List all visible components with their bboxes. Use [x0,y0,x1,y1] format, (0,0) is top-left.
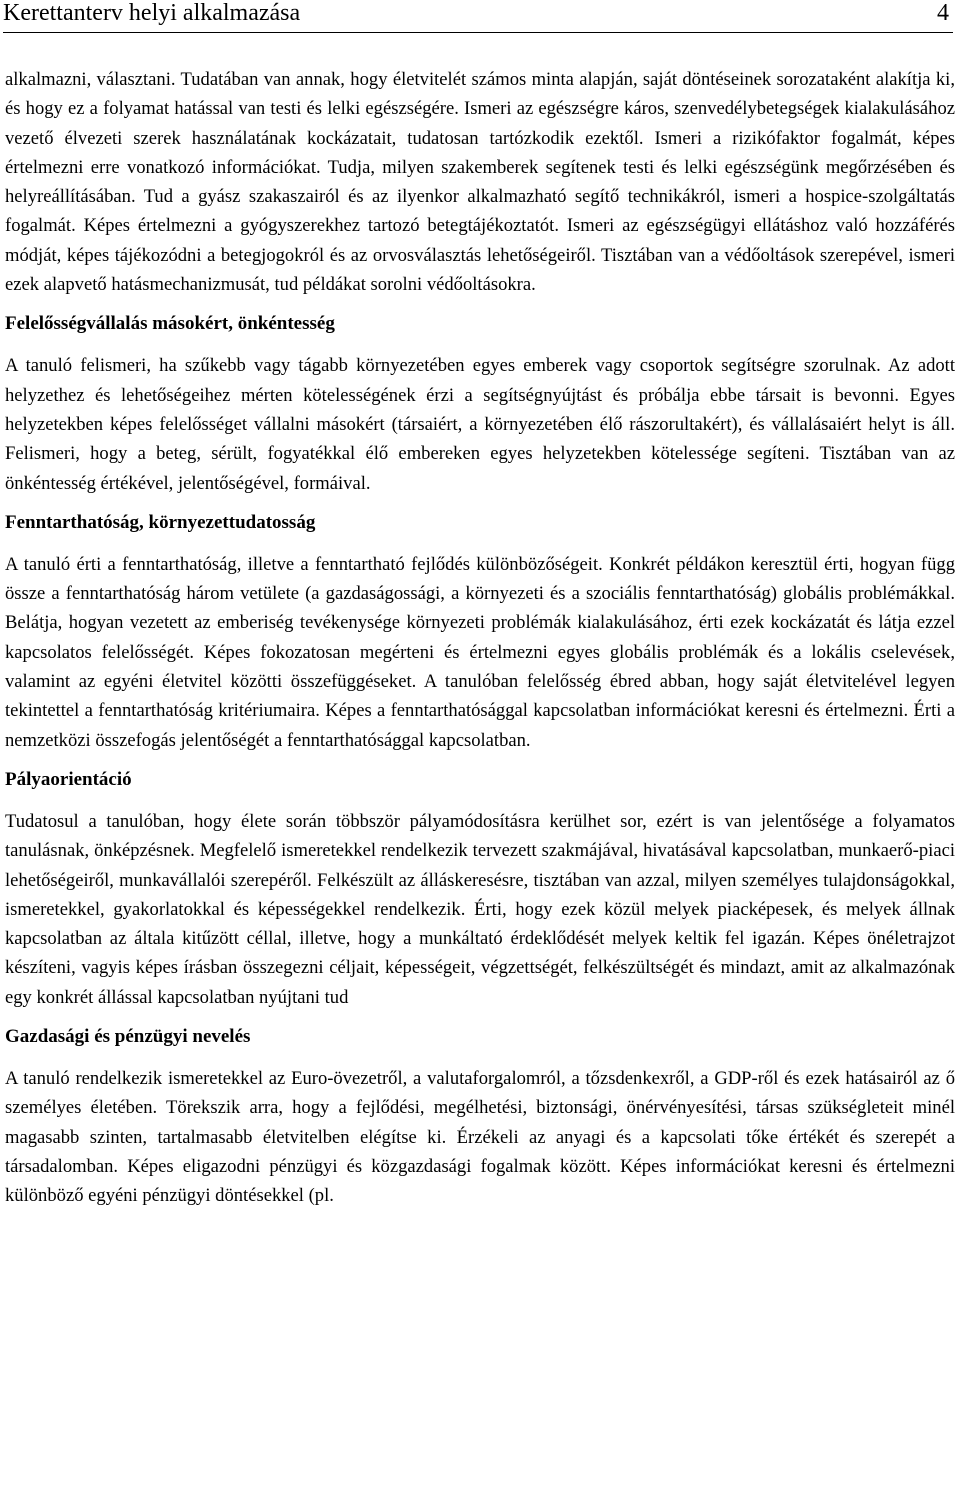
heading-gazdasagi-nevelés: Gazdasági és pénzügyi nevelés [5,1026,251,1048]
heading-fenntarthatosag: Fenntarthatóság, környezettudatosság [5,511,316,533]
paragraph-intro: alkalmazni, választani. Tudatában van annak, hogy életvitelét számos minta alapján, saját döntéseinek sorozataként alakítja ki, és hogy ez a folyamat hatással van testi és lelki egészségére. Ismeri az egészségre káros, szenvedélybetegségek kialakulásához vezető élvezeti szerek használatának kockázatait, tudatosan tartózkodik ezektől. Ismeri a rizikófaktor fogalmát, képes értelmezni erre vonatkozó információkat. Tudja, milyen szakemberek segítenek testi és lelki egészségünk megőrzésében és helyreállításában. Tud a gyász szakaszairól és az ilyenkor alkalmazható segítő technikákról, ismeri a hospice-szolgáltatás fogalmát. Képes értelmezni a gyógyszerekhez tartozó betegtájékoztatót. Ismeri az egészségügyi ellátáshoz való hozzáférés módját, képes tájékozódni a betegjogokról és az orvosválasztás lehetőségeiről. Tisztában van a védőoltások szerepével, ismeri ezek alapvető hatásmechanizmusát, tud példákat sorolni védőoltásokra. [5,69,955,296]
paragraph-fenntarthatosag: A tanuló érti a fenntarthatóság, illetve a fenntartható fejlődés különbözőségeit. Konkrét példákon keresztül érti, hogyan függ össze a fenntarthatóság három vetülete (a gazdaságossági, a környezeti és a szociális fenntarthatóság) globális problémákkal. Belátja, hogyan vezetett az emberiség tevékenysége környezeti problémák kialakulásához, érti ezek kockázatát és látja ezzel kapcsolatos felelősségét. Képes fokozatosan megérteni és értelmezni egyes globális problémák és a lokális cselevések, valamint az egyéni életvitel közötti összefüggéseket. A tanulóban felelősség ébred abban, hogy saját életvitelével legyen tekintettel a fenntarthatóság kritériumaira. Képes a fenntarthatósággal kapcsolatban információkat keresni és értelmezni. Érti a nemzetközi összefogás jelentőségét a fenntarthatósággal kapcsolatban. [5,553,955,751]
paragraph-gazdasagi-neveles: A tanuló rendelkezik ismeretekkel az Euro-övezetről, a valutaforgalomról, a tőzsdenkexről, a GDP-ről és ezek hatásairól az ő személyes életében. Törekszik arra, hogy a fejlődési, megélhetési, biztonsági, önérvényesítési, társas szükségleteit minél magasabb szinten, tartalmasabb életvitelben elégítse ki. Érzékeli az anyagi és a kapcsolati tőke értékét és szerepét a társadalomban. Képes eligazodni pénzügyi és közgazdasági fogalmak között. Képes információkat keresni és értelmezni különböző egyéni pénzügyi döntésekkel (pl. [5,1068,955,1207]
header-title: Kerettanterv helyi alkalmazása [3,0,301,26]
page-number: 4 [937,0,949,26]
document-body [5,65,955,1211]
paragraph-palyaorientacio: Tudatosul a tanulóban, hogy élete során többször pályamódosításra kerülhet sor, ezért is van jelentősége a folyamatos tanulásnak, önképzésnek. Megfelelő ismeretekkel rendelkezik tervezett szakmájával, hivatásával kapcsolatban, munkaerő-piaci lehetőségeiről, munkavállalói szerepéről. Felkészült az álláskeresésre, tisztában van azzal, milyen személyes tulajdonságokkal, ismeretekkel, gyakorlatokkal és képességekkel rendelkezik. Érti, hogy ezek közül melyek piacképesek, és melyek állnak kapcsolatban az általa kitűzött céllal, illetve, hogy a munkáltató érdeklődését melyek keltik fel igazán. Képes önéletrajzot készíteni, vagyis képes írásban összegezni céljait, képességeit, végzettségét, felkészültségét és mindazt, amit az alkalmazónak egy konkrét állással kapcsolatban nyújtani tud [5,810,955,1008]
running-header [3,0,953,33]
heading-felelossegvallalas: Felelősségvállalás másokért, önkéntesség [5,313,335,335]
heading-palyaorientacio: Pályaorientáció [5,768,132,790]
paragraph-felelossegvallalas: A tanuló felismeri, ha szűkebb vagy tágabb környezetében egyes emberek vagy csoportok segítségre szorulnak. Az adott helyzethez és lehetőségeihez mérten kötelességének érzi a segítségnyújtást és próbálja ebbe társait is bevonni. Egyes helyzetekben képes felelősséget vállalni másokért (társaiért, a környezetében élő rászorultakért), és vállalásaiért helyt is áll. Felismeri, hogy a beteg, sérült, fogyatékkal élő embereken egyes helyzetekben kötelessége segíteni. Tisztában van az önkéntesség értékével, jelentőségével, formáival. [5,355,955,494]
